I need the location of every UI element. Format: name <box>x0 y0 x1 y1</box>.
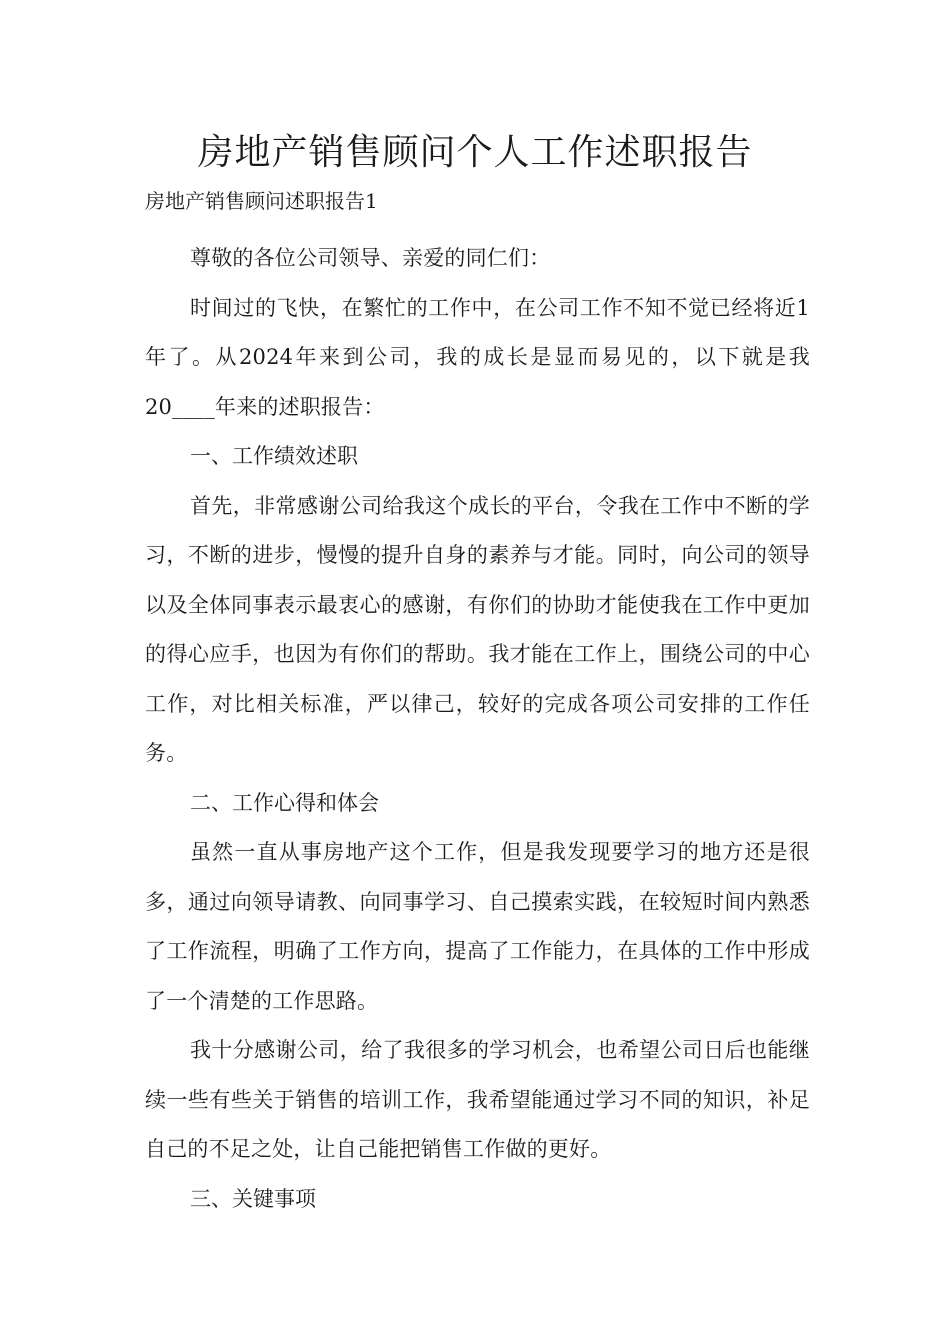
section-experience-paragraph-1: 虽然一直从事房地产这个工作，但是我发现要学习的地方还是很多，通过向领导请教、向同事学习、自己摸索实践，在较短时间内熟悉了工作流程，明确了工作方向，提高了工作能力，在具体的工作中形成了一个清楚的工作思路。 <box>145 840 810 1013</box>
document-subtitle: 房地产销售顾问述职报告1 <box>145 189 378 213</box>
section-heading-experience: 二、工作心得和体会 <box>190 790 379 815</box>
document-body <box>145 234 810 1224</box>
greeting-paragraph: 尊敬的各位公司领导、亲爱的同仁们： <box>190 246 551 270</box>
section-experience-paragraph-2: 我十分感谢公司，给了我很多的学习机会，也希望公司日后也能继续一些有些关于销售的培训工作，我希望能通过学习不同的知识，补足自己的不足之处，让自己能把销售工作做的更好。 <box>145 1038 810 1161</box>
section-heading-performance: 一、工作绩效述职 <box>190 444 358 468</box>
section-heading-key-items: 三、关键事项 <box>190 1186 316 1211</box>
intro-paragraph: 时间过的飞快，在繁忙的工作中，在公司工作不知不觉已经将近1年了。从2024年来到公司，我的成长是显而易见的，以下就是我20____年来的述职报告： <box>145 295 810 419</box>
section-performance-paragraph: 首先，非常感谢公司给我这个成长的平台，令我在工作中不断的学习，不断的进步，慢慢的提升自身的素养与才能。同时，向公司的领导以及全体同事表示最衷心的感谢，有你们的协助才能使我在工作中更加的得心应手，也因为有你们的帮助。我才能在工作上，围绕公司的中心工作，对比相关标准，严以律己，较好的完成各项公司安排的工作任务。 <box>145 493 810 765</box>
document-title: 房地产销售顾问个人工作述职报告 <box>197 132 753 173</box>
